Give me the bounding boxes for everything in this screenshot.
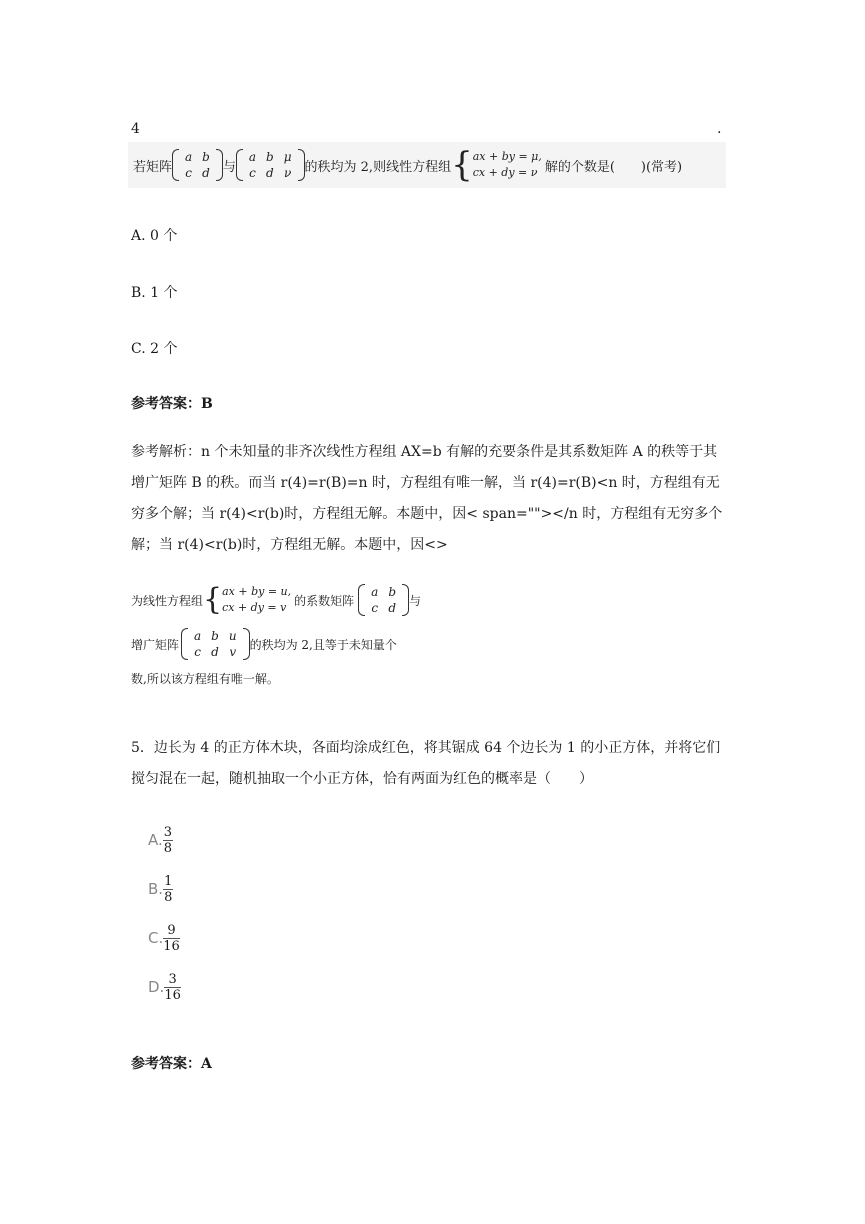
option-letter: D.: [148, 978, 165, 996]
analysis-text: 参考解析：n 个未知量的非齐次线性方程组 AX=b 有解的充要条件是其系数矩阵 A 的秩等于其增广矩阵 B 的秩。而当 r(4)=r(B)=n 时，方程组有唯一解，当 r(4)=r(B)<n 时，方程组有无穷多个解；当 r(4)<r(b)时，方程组无解。本题中，因< span=""></n 时，方程组有无穷多个解；当 r(4)<r(b)时，方程组无解。本题中，因<>: [131, 444, 723, 553]
coefficient-matrix: a b c d: [172, 149, 223, 181]
stem-suffix: 解的个数是( )(常考): [544, 159, 683, 175]
img-augmented-matrix: a b u c d v: [181, 628, 250, 660]
img-line1-prefix: 为线性方程组: [131, 593, 204, 608]
option-c: [148, 918, 268, 958]
question-5-options: [148, 820, 268, 1007]
img-line1-mid: 的系数矩阵: [294, 593, 355, 608]
fraction: $\frac{3}{8}$: [163, 824, 173, 856]
augmented-matrix: a b μ c d ν: [236, 149, 305, 181]
stem-with: 与: [222, 159, 236, 175]
img-line2-prefix: 增广矩阵: [131, 637, 180, 652]
option-a: [148, 820, 268, 860]
left-brace-icon: {: [451, 145, 473, 185]
fraction: $\frac{9}{16}$: [163, 922, 180, 954]
left-brace-icon: {: [203, 582, 223, 617]
stem-prefix: 若矩阵: [133, 159, 173, 175]
fraction: $\frac{3}{16}$: [164, 971, 181, 1003]
img-equation-system: ax + by = u, cx + dy = v: [222, 585, 292, 614]
question-number: 4: [131, 121, 140, 137]
img-line3: 数,所以该方程组有唯一解。: [131, 672, 279, 686]
answer-q4: 参考答案：B: [131, 396, 213, 412]
equation-system: ax + by = μ, cx + dy = ν: [472, 150, 542, 179]
option-letter: C.: [148, 929, 164, 947]
fraction: $\frac{1}{8}$: [164, 873, 173, 905]
option-letter: B.: [148, 880, 164, 898]
option-letter: A.: [148, 831, 163, 849]
option-a: A. 0 个: [131, 228, 178, 244]
answer-q5: 参考答案：A: [131, 1056, 212, 1072]
question-dot: .: [717, 121, 722, 137]
img-line2-suffix: 的秩均为 2,且等于未知量个: [249, 637, 397, 652]
option-c: C. 2 个: [131, 341, 178, 357]
option-b: [148, 869, 268, 909]
img-coefficient-matrix: a b c d: [358, 584, 409, 616]
analysis-image: [131, 578, 431, 698]
stem-mid: 的秩均为 2,则线性方程组: [304, 159, 452, 175]
question-5-stem: 5．边长为 4 的正方体木块，各面均涂成红色，将其锯成 64 个边长为 1 的小正方体，并将它们搅匀混在一起，随机抽取一个小正方体，恰有两面为红色的概率是（ ）: [131, 740, 721, 787]
option-d: [148, 967, 268, 1007]
question-4-stem-image: [128, 142, 726, 188]
option-b: B. 1 个: [131, 285, 178, 301]
img-line1-suffix: 与: [409, 593, 422, 608]
